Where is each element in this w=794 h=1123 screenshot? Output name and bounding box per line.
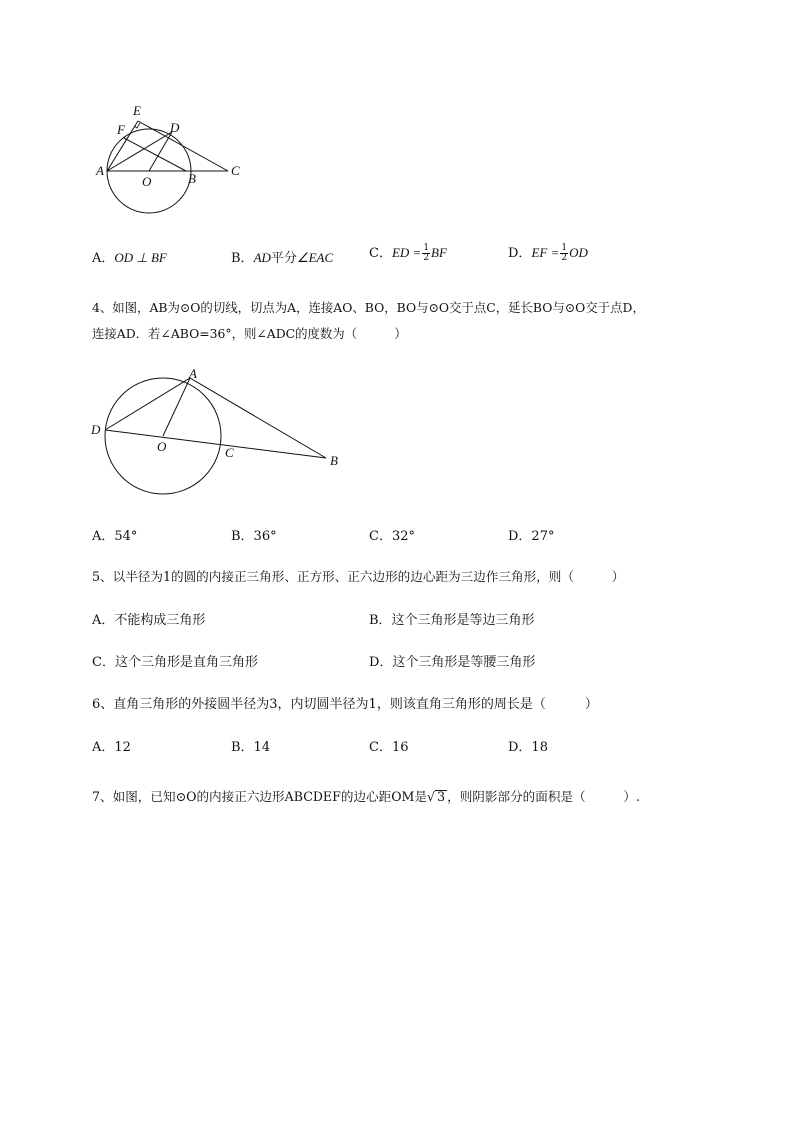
- label-C: C: [225, 445, 234, 460]
- q3-option-a[interactable]: A．OD ⊥ BF: [92, 250, 167, 266]
- q6-option-b[interactable]: B．14: [231, 740, 271, 755]
- figure-q4: [88, 365, 350, 500]
- q6-option-c[interactable]: C．16: [369, 740, 409, 755]
- q6-option-d[interactable]: D．18: [508, 740, 548, 755]
- q5-text: 5、以半径为1的圆的内接正三角形、正方形、正六边形的边心距为三边作三角形，则（ ）: [92, 569, 625, 584]
- label-O: O: [157, 439, 167, 454]
- label-C: C: [231, 163, 240, 178]
- fraction-one-half: $\frac{1}{2}$: [561, 243, 568, 263]
- q5-option-c[interactable]: C．这个三角形是直角三角形: [92, 655, 258, 670]
- q4-option-a[interactable]: A．54°: [92, 529, 138, 544]
- q5-option-b[interactable]: B．这个三角形是等边三角形: [369, 613, 535, 628]
- sqrt-symbol: √: [427, 789, 436, 804]
- label-D: D: [170, 120, 180, 135]
- q7-text: 7、如图，已知⊙O的内接正六边形ABCDEF的边心距OM是√ 3 ，则阴影部分的面积是（ ）.: [92, 789, 641, 804]
- label-A: A: [96, 163, 104, 178]
- label-A: A: [189, 366, 197, 381]
- label-O: O: [142, 174, 152, 189]
- q4-option-d[interactable]: D．27°: [508, 529, 555, 544]
- q4-option-c[interactable]: C．32°: [369, 529, 415, 544]
- sqrt-radicand: 3: [437, 789, 446, 804]
- q3-option-c[interactable]: C．ED = $\frac{1}{2}$ BF: [369, 243, 447, 263]
- q5-option-a[interactable]: A．不能构成三角形: [92, 613, 206, 628]
- fraction-one-half: $\frac{1}{2}$: [423, 243, 430, 263]
- label-E: E: [133, 103, 141, 118]
- q4-line1: 4、如图，AB为⊙O的切线，切点为A，连接AO、BO，BO与⊙O交于点C，延长BO与⊙O交于点D，: [92, 300, 645, 315]
- q3-option-b[interactable]: B．AD平分∠EAC: [231, 250, 334, 266]
- q6-text: 6、直角三角形的外接圆半径为3，内切圆半径为1，则该直角三角形的周长是（ ）: [92, 697, 598, 712]
- q4-option-b[interactable]: B．36°: [231, 529, 277, 544]
- q3-option-d[interactable]: D．EF = $\frac{1}{2}$ OD: [508, 243, 588, 263]
- q5-option-d[interactable]: D．这个三角形是等腰三角形: [369, 655, 536, 670]
- figure-q3: [90, 98, 260, 220]
- q4-line2: 连接AD．若∠ABO=36°，则∠ADC的度数为（ ）: [92, 326, 407, 341]
- label-D: D: [91, 422, 101, 437]
- label-B: B: [188, 171, 196, 186]
- label-F: F: [117, 122, 125, 137]
- label-B: B: [330, 453, 338, 468]
- q6-option-a[interactable]: A．12: [92, 740, 131, 755]
